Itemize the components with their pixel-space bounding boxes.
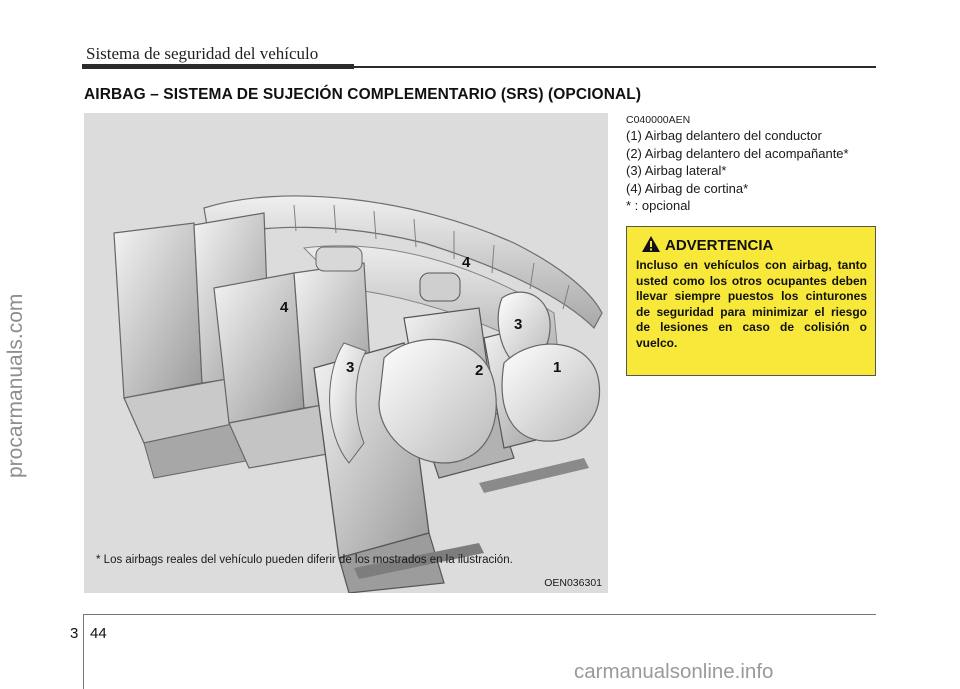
callout-driver-airbag: 1 [553, 359, 562, 376]
airbag-illustration [84, 113, 608, 593]
warning-box [626, 226, 876, 376]
header-title: Sistema de seguridad del vehículo [86, 44, 319, 63]
callout-side-rear: 3 [346, 359, 355, 376]
footer-rule [83, 614, 876, 615]
car-interior-drawing [84, 113, 608, 593]
warning-text: Incluso en vehículos con airbag, tanto usted como los otros ocupantes deben llevar siempre puestos los cinturones de seguridad para minimizar el riesgo de lesiones en caso de colisión o vuelco. [636, 258, 867, 350]
legend-item: (4) Airbag de cortina* [626, 180, 749, 196]
legend-item: (2) Airbag delantero del acompañante* [626, 145, 849, 161]
legend-item: * : opcional [626, 198, 691, 213]
bottom-watermark: carmanualsonline.info [574, 660, 774, 683]
callout-curtain-front: 4 [462, 254, 471, 271]
side-watermark: procarmanuals.com [4, 293, 27, 478]
chapter-number: 3 [70, 625, 79, 642]
legend-list [626, 127, 849, 215]
illustration-note: * Los airbags reales del vehículo pueden diferir de los mostrados en la ilustración. [96, 554, 513, 566]
callout-curtain-rear: 4 [280, 299, 289, 316]
callout-side-front: 3 [514, 316, 523, 333]
legend-item: (1) Airbag delantero del conductor [626, 128, 822, 143]
header-rule-thick [82, 64, 354, 69]
section-title: AIRBAG – SISTEMA DE SUJECIÓN COMPLEMENTARIO (SRS) (OPCIONAL) [84, 86, 642, 103]
warning-title: ADVERTENCIA [665, 237, 774, 254]
warning-triangle-icon [641, 235, 661, 253]
legend-code: C040000AEN [626, 114, 691, 126]
page-number: 44 [90, 625, 107, 642]
callout-passenger-airbag: 2 [475, 362, 484, 379]
illustration-code: OEN036301 [544, 577, 602, 589]
header-rule-thin [354, 66, 876, 68]
page-divider [83, 614, 84, 689]
legend-item: (3) Airbag lateral* [626, 163, 727, 178]
